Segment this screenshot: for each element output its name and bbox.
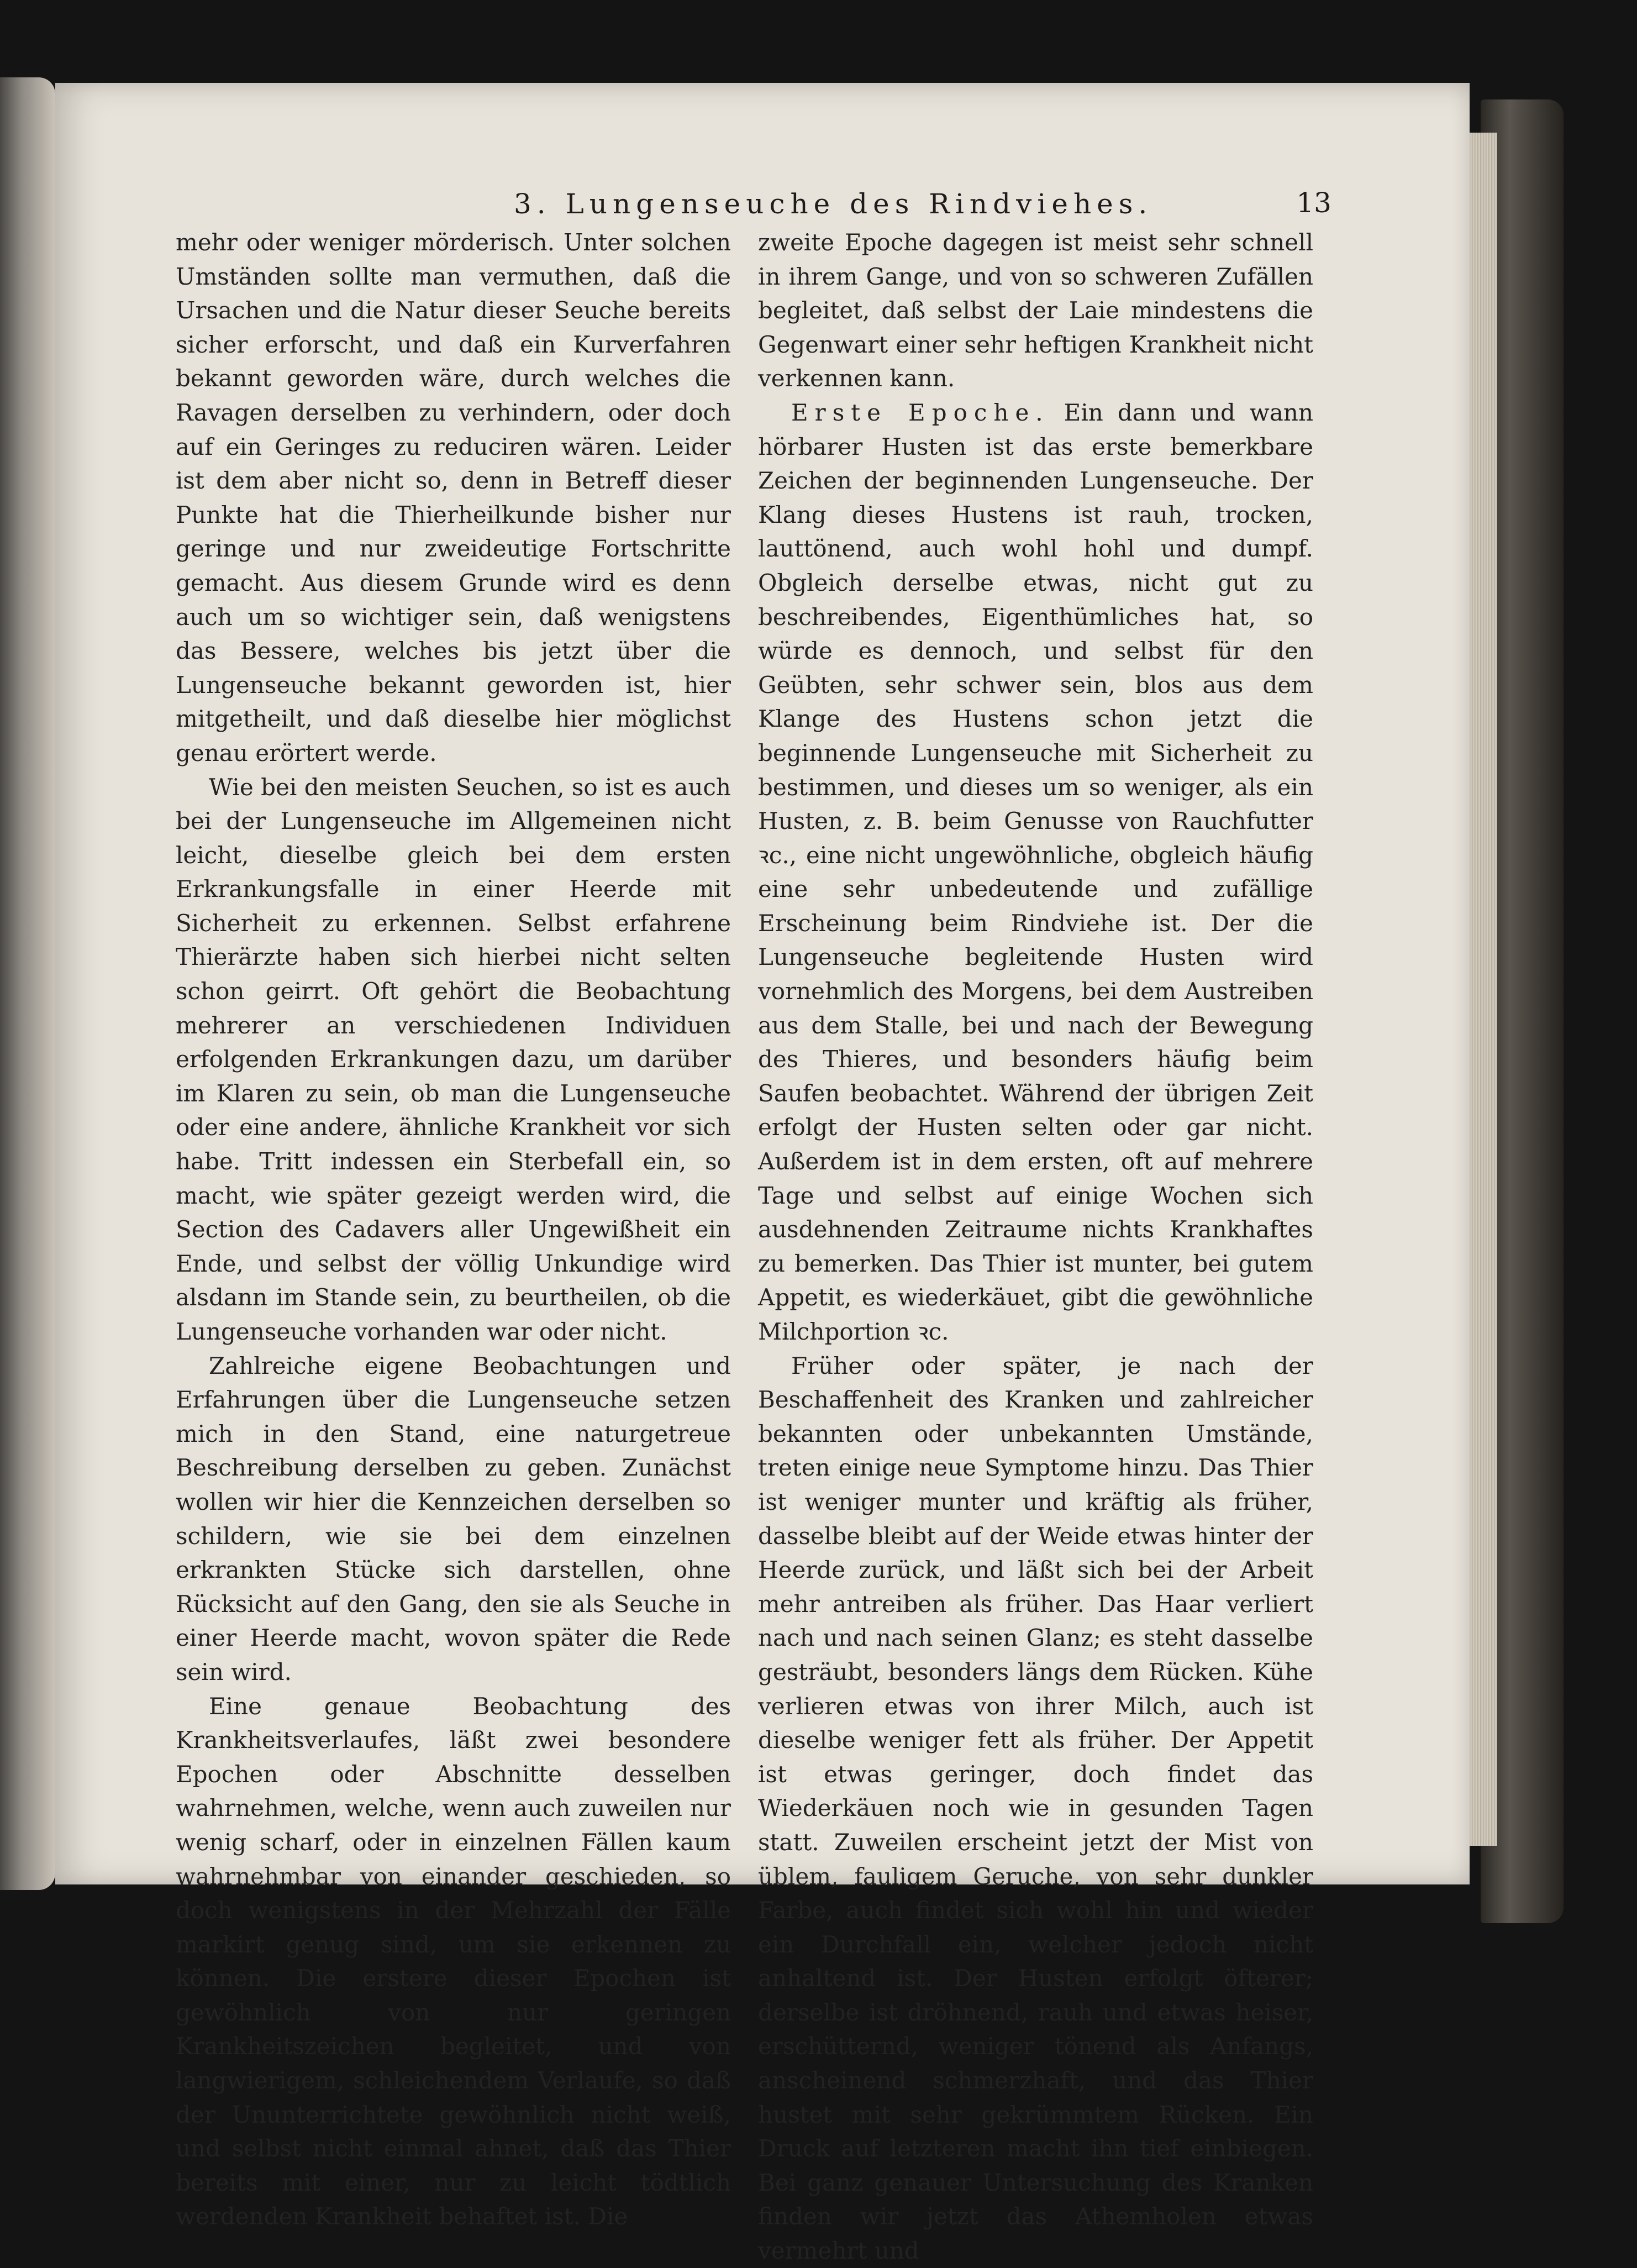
paragraph: zweite Epoche dagegen ist meist sehr schnell in ihrem Gange, und von so schweren Zufällen begleitet, daß selbst der Laie mindestens die Gegenwart einer sehr heftigen Krankheit nicht verkennen kann.: [758, 229, 1313, 392]
page-number: 13: [1296, 187, 1331, 219]
paragraph: Wie bei den meisten Seuchen, so ist es auch bei der Lungenseuche im Allgemeinen nicht leicht, dieselbe gleich bei dem ersten Erkrankungsfalle in einer Heerde mit Sicherheit zu erkennen. Selbst erfahrene Thierärzte haben sich hierbei nicht selten schon geirrt. Oft gehört die Beobachtung mehrerer an verschiedenen Individuen erfolgenden Erkrankungen dazu, um darüber im Klaren zu sein, ob man die Lungenseuche oder eine andere, ähnliche Krankheit vor sich habe. Tritt indessen ein Sterbefall ein, so macht, wie später gezeigt werden wird, die Section des Cadavers aller Ungewißheit ein Ende, und selbst der völlig Unkundige wird alsdann im Stande sein, zu beurtheilen, ob die Lungenseuche vorhanden war oder nicht.: [176, 773, 731, 1345]
left-column: [176, 225, 731, 2234]
section-lead: Erste Epoche.: [791, 398, 1050, 426]
paragraph-body: Ein dann und wann hörbarer Husten ist das erste bemerkbare Zeichen der beginnenden Lungenseuche. Der Klang dieses Hustens ist rauh, trocken, lauttönend, auch wohl hohl und dumpf. Obgleich derselbe etwas, nicht gut zu beschreibendes, Eigenthümliches hat, so würde es dennoch, und selbst für den Geübten, sehr schwer sein, blos aus dem Klange des Hustens schon jetzt die beginnende Lungenseuche mit Sicherheit zu bestimmen, und dieses um so weniger, als ein Husten, z. B. beim Genusse von Rauchfutter ꝛc., eine nicht ungewöhnliche, obgleich häufig eine sehr unbedeutende und zufällige Erscheinung beim Rindviehe ist. Der die Lungenseuche begleitende Husten wird vornehmlich des Morgens, bei dem Austreiben aus dem Stalle, bei und nach der Bewegung des Thieres, und besonders häufig beim Saufen beobachtet. Während der übrigen Zeit erfolgt der Husten selten oder gar nicht. Außerdem ist in dem ersten, oft auf mehrere Tage und selbst auf einige Wochen sich ausdehnenden Zeitraume nichts Krankhaftes zu bemerken. Das Thier ist munter, bei gutem Appetit, es wiederkäuet, gibt die gewöhnliche Milchportion ꝛc.: [758, 398, 1313, 1345]
page-header: [55, 177, 1470, 227]
book-page: [55, 83, 1470, 2265]
paragraph: Zahlreiche eigene Beobachtungen und Erfahrungen über die Lungenseuche setzen mich in den Stand, eine naturgetreue Beschreibung derselben zu geben. Zunächst wollen wir hier die Kennzeichen derselben so schildern, wie sie bei dem einzelnen erkrankten Stücke sich darstellen, ohne Rücksicht auf den Gang, den sie als Seuche in einer Heerde macht, wovon später die Rede sein wird.: [176, 1352, 731, 1686]
paragraph: mehr oder weniger mörderisch. Unter solchen Umständen sollte man vermuthen, daß die Ursachen und die Natur dieser Seuche bereits sicher erforscht, und daß ein Kurverfahren bekannt geworden wäre, durch welches die Ravagen derselben zu verhindern, oder doch auf ein Geringes zu reduciren wären. Leider ist dem aber nicht so, denn in Betreff dieser Punkte hat die Thierheilkunde bisher nur geringe und nur zweideutige Fortschritte gemacht. Aus diesem Grunde wird es denn auch um so wichtiger sein, daß wenigstens das Bessere, welches bis jetzt über die Lungenseuche bekannt geworden ist, hier mitgetheilt, und daß dieselbe hier möglichst genau erörtert werde.: [176, 229, 731, 767]
paragraph: [758, 396, 1313, 1349]
left-page-edge: [0, 77, 55, 1890]
paragraph: Eine genaue Beobachtung des Krankheitsverlaufes, läßt zwei besondere Epochen oder Abschnitte desselben wahrnehmen, welche, wenn auch zuweilen nur wenig scharf, oder in einzelnen Fällen kaum wahrnehmbar von einander geschieden, so doch wenigstens in der Mehrzahl der Fälle markirt genug sind, um sie erkennen zu können. Die erstere dieser Epochen ist gewöhnlich von nur geringen Krankheitszeichen begleitet, und von langwierigem, schleichendem Verlaufe, so daß der Ununterrichtete gewöhnlich nicht weiß, und selbst nicht einmal ahnet, daß das Thier bereits mit einer, nur zu leicht tödtlich werdenden Krankheit behaftet ist. Die: [176, 1692, 731, 2230]
running-head: 3. Lungenseuche des Rindviehes.: [514, 188, 1153, 220]
right-column: [758, 225, 1313, 2268]
paragraph: Früher oder später, je nach der Beschaffenheit des Kranken und zahlreicher bekannten oder unbekannten Umstände, treten einige neue Symptome hinzu. Das Thier ist weniger munter und kräftig als früher, dasselbe bleibt auf der Weide etwas hinter der Heerde zurück, und läßt sich bei der Arbeit mehr antreiben als früher. Das Haar verliert nach und nach seinen Glanz; es steht dasselbe gesträubt, besonders längs dem Rücken. Kühe verlieren etwas von ihrer Milch, auch ist dieselbe weniger fett als früher. Der Appetit ist etwas geringer, doch findet das Wiederkäuen noch wie in gesunden Tagen statt. Zuweilen erscheint jetzt der Mist von üblem, fauligem Geruche, von sehr dunkler Farbe, auch findet sich wohl hin und wieder ein Durchfall ein, welcher jedoch nicht anhaltend ist. Der Husten erfolgt öfterer; derselbe ist dröhnend, rauh und etwas heiser, erschütternd, weniger tönend als Anfangs, anscheinend schmerzhaft, und das Thier hustet mit sehr gekrümmtem Rücken. Ein Druck auf letzteren macht ihn tief einbiegen. Bei ganz genauer Untersuchung des Kranken finden wir jetzt das Athemholen etwas vermehrt und: [758, 1352, 1313, 2265]
